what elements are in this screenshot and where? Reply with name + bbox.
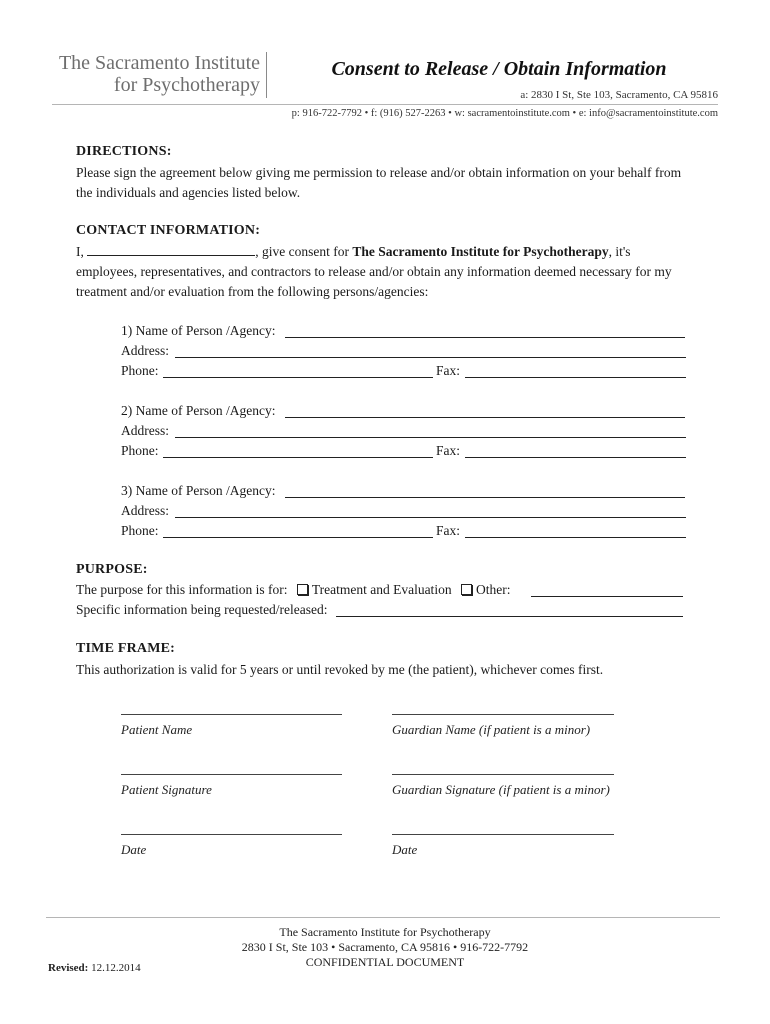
time-frame-heading: TIME FRAME: [76,641,176,656]
agency-3-phone-row [121,523,686,541]
agency-1-name-field[interactable] [285,337,685,338]
guardian-date-line[interactable] [392,834,614,835]
treatment-option-label: Treatment and Evaluation [311,582,452,597]
header-address: a: 2830 I St, Ste 103, Sacramento, CA 95816 [520,89,718,101]
footer-org: The Sacramento Institute for Psychotherapy [279,925,491,939]
guardian-signature-label: Guardian Signature (if patient is a minor) [392,782,610,797]
consent-line [76,243,631,260]
fax-label: Fax: [436,443,461,458]
agency-1-address-field[interactable] [175,357,686,358]
agency-3-address-row [121,503,686,521]
directions-text: Please sign the agreement below giving me permission to release and/or obtain information on your behalf from the individuals and agencies listed below. [76,165,682,200]
purpose-label: The purpose for this information is for: [76,582,288,597]
address-label: Address: [121,423,169,438]
agency-2-phone-field[interactable] [163,457,433,458]
other-option-label: Other: [475,582,511,597]
other-checkbox[interactable] [461,584,472,595]
patient-name-line[interactable] [121,714,342,715]
footer-divider [46,917,720,918]
directions-heading: DIRECTIONS: [76,144,172,159]
agency-name-label: 1) Name of Person /Agency: [121,323,276,338]
agency-1-address-row [121,343,686,361]
fax-label: Fax: [436,523,461,538]
footer-address: 2830 I St, Ste 103 • Sacramento, CA 95816 • 916-722-7792 [241,940,529,954]
purpose-line [76,582,510,598]
agency-1-fax-field[interactable] [465,377,686,378]
consent-prefix: I, [76,244,84,259]
footer-confidential: CONFIDENTIAL DOCUMENT [305,955,465,969]
agency-2-phone-row [121,443,686,461]
agency-3-phone-field[interactable] [163,537,433,538]
phone-label: Phone: [121,443,159,458]
document-title: Consent to Release / Obtain Information [331,58,667,80]
agency-2-fax-field[interactable] [465,457,686,458]
agency-name-label: 2) Name of Person /Agency: [121,403,276,418]
agency-2-name-field[interactable] [285,417,685,418]
agency-1-name-row [121,323,686,341]
agency-2-address-row [121,423,686,441]
guardian-name-label: Guardian Name (if patient is a minor) [392,722,591,737]
patient-signature-label: Patient Signature [121,782,212,797]
agency-2-name-row [121,403,686,421]
guardian-date-label: Date [392,842,418,857]
revised-label: Revised: [48,962,89,974]
logo-line-1: The Sacramento Institute [58,52,260,74]
patient-date-line[interactable] [121,834,342,835]
specific-info-field[interactable] [336,616,683,617]
contact-heading: CONTACT INFORMATION: [76,223,261,238]
agency-3-name-field[interactable] [285,497,685,498]
agency-3-address-field[interactable] [175,517,686,518]
consent-text: employees, representatives, and contractors to release and/or obtain any information deemed necessary for my treatment and/or evaluation from the following persons/agencies: [76,264,672,299]
revised-date: 12.12.2014 [91,962,141,974]
institute-logo [40,52,260,96]
consent-suffix: , it's [608,244,631,259]
agency-2-address-field[interactable] [175,437,686,438]
agency-3-name-row [121,483,686,501]
patient-name-blank[interactable] [87,243,255,256]
agency-1-phone-row [121,363,686,381]
time-frame-text: This authorization is valid for 5 years or until revoked by me (the patient), whichever comes first. [76,662,604,677]
purpose-heading: PURPOSE: [76,562,148,577]
other-purpose-field[interactable] [531,596,683,597]
header-contact: p: 916-722-7792 • f: (916) 527-2263 • w: sacramentoinstitute.com • e: info@sacramentoinstitute.com [291,108,718,119]
agency-1-phone-field[interactable] [163,377,433,378]
phone-label: Phone: [121,523,159,538]
patient-name-label: Patient Name [121,722,193,737]
guardian-name-line[interactable] [392,714,614,715]
agency-name-label: 3) Name of Person /Agency: [121,483,276,498]
treatment-checkbox[interactable] [297,584,308,595]
logo-line-2: for Psychotherapy [113,74,260,96]
revised-stamp [48,962,141,974]
patient-date-label: Date [121,842,147,857]
patient-signature-line[interactable] [121,774,342,775]
consent-org: The Sacramento Institute for Psychotherapy [352,244,609,259]
specific-info-label: Specific information being requested/released: [76,602,328,617]
consent-mid: , give consent for [255,244,349,259]
address-label: Address: [121,503,169,518]
fax-label: Fax: [436,363,461,378]
agency-3-fax-field[interactable] [465,537,686,538]
address-label: Address: [121,343,169,358]
logo-divider [266,52,267,98]
header-divider [52,104,718,105]
guardian-signature-line[interactable] [392,774,614,775]
phone-label: Phone: [121,363,159,378]
